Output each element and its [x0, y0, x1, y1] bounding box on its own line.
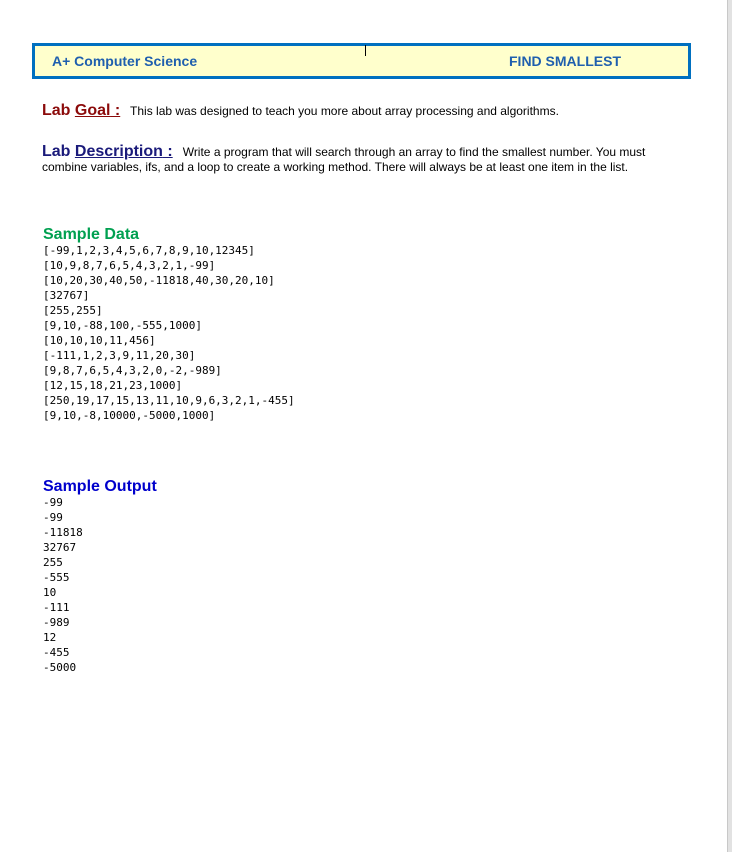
sample-output-line: 10: [43, 586, 57, 599]
lab-title: FIND SMALLEST: [509, 53, 621, 69]
sample-data-line: [10,9,8,7,6,5,4,3,2,1,-99]: [43, 259, 216, 272]
sample-output-line: -99: [43, 511, 63, 524]
sample-data-line: [9,10,-8,10000,-5000,1000]: [43, 409, 216, 422]
lab-description: [42, 144, 682, 175]
sample-output-line: 255: [43, 556, 63, 569]
lab-description-text: Write a program that will search through an array to find the smallest number. You must combine variables, ifs, and a loop to create a working method. There will always be at least one item in the list.: [42, 145, 646, 174]
sample-data-line: [12,15,18,21,23,1000]: [43, 379, 183, 392]
sample-data-line: [-99,1,2,3,4,5,6,7,8,9,10,12345]: [43, 244, 255, 257]
sample-output-line: -5000: [43, 661, 77, 674]
sample-data-line: [250,19,17,15,13,11,10,9,6,3,2,1,-455]: [43, 394, 295, 407]
sample-output-line: -11818: [43, 526, 83, 539]
course-title: A+ Computer Science: [52, 53, 198, 69]
sample-data-list: [43, 243, 295, 423]
description-word: Description: [74, 143, 163, 160]
sample-output-line: 12: [43, 631, 57, 644]
sample-data-line: [10,20,30,40,50,-11818,40,30,20,10]: [43, 274, 275, 287]
lab-goal: [42, 103, 682, 119]
sample-data-line: [9,8,7,6,5,4,3,2,0,-2,-989]: [43, 364, 222, 377]
sample-data-line: [10,10,10,11,456]: [43, 334, 156, 347]
lab-goal-text: This lab was designed to teach you more about array processing and algorithms.: [130, 104, 559, 118]
sample-data-line: [255,255]: [43, 304, 103, 317]
lab-goal-label: Lab Goal :: [42, 102, 121, 119]
sample-output-line: 32767: [43, 541, 77, 554]
sample-data-line: [32767]: [43, 289, 90, 302]
sample-data-line: [-111,1,2,3,9,11,20,30]: [43, 349, 196, 362]
sample-output-line: -111: [43, 601, 70, 614]
text-cursor: [365, 45, 366, 56]
lab-description-label: Lab Description :: [42, 143, 173, 160]
sample-output-line: -99: [43, 496, 63, 509]
sample-data-line: [9,10,-88,100,-555,1000]: [43, 319, 202, 332]
sample-output-line: -555: [43, 571, 70, 584]
sample-output-heading: Sample Output: [43, 478, 157, 495]
sample-output-list: [43, 495, 83, 675]
title-banner: [32, 43, 691, 79]
sample-output-line: -455: [43, 646, 70, 659]
goal-word: Goal: [74, 102, 111, 119]
sample-data-heading: Sample Data: [43, 226, 140, 243]
page-edge: [727, 0, 732, 852]
sample-output-line: -989: [43, 616, 70, 629]
